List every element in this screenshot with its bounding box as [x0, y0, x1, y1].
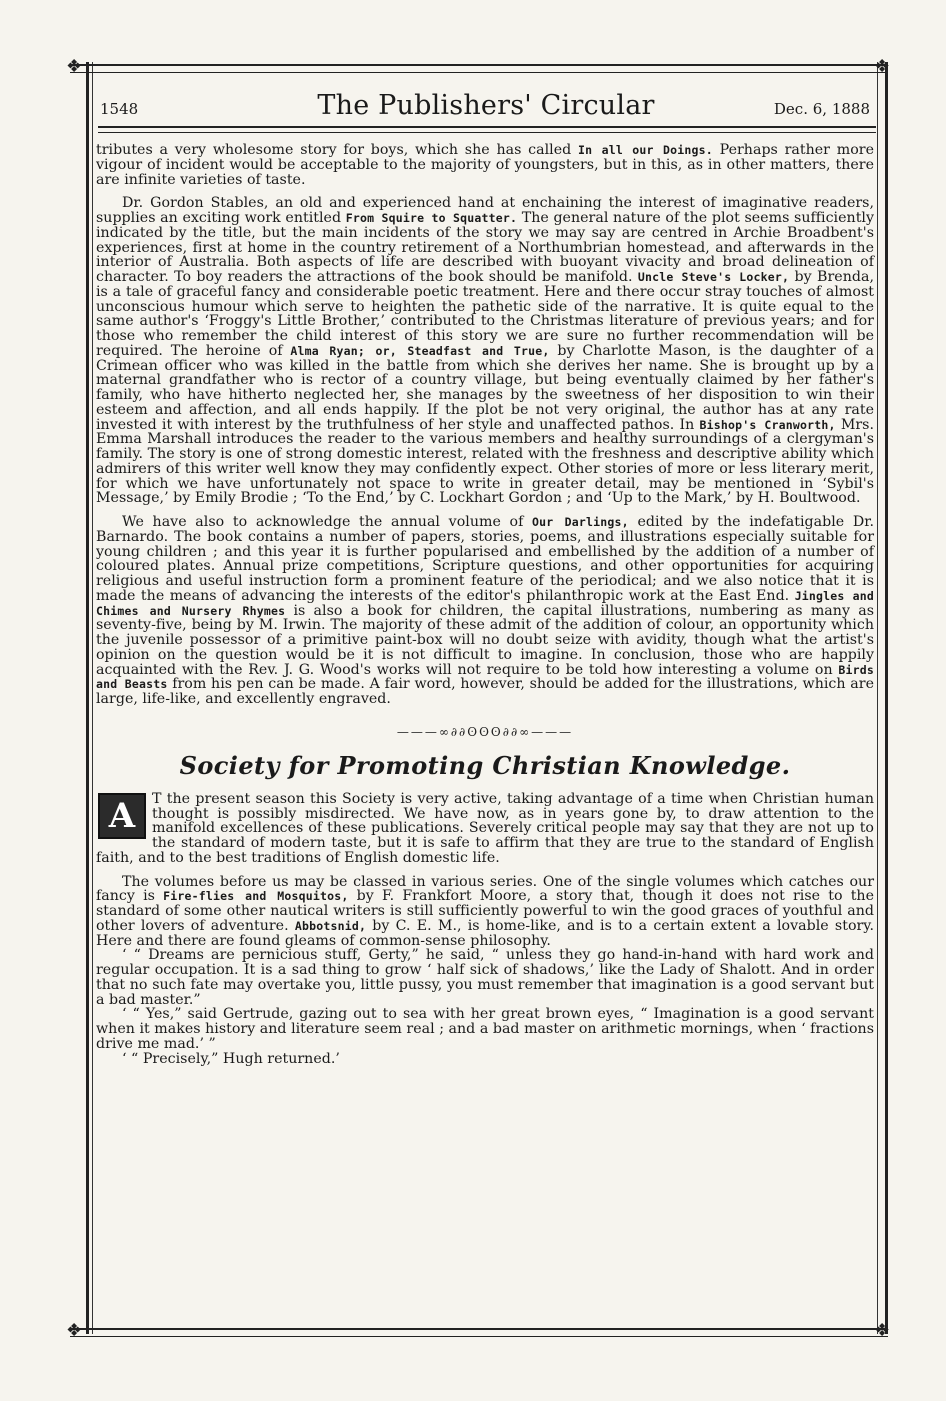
text-run: Perhaps rather more vigour of incident would be acceptable to the majority of youngsters, but in this, as in other matters, there are infinite varieties of taste.: [96, 142, 874, 188]
book-title: Birds and Beasts: [96, 662, 874, 692]
book-title: Alma Ryan; or, Steadfast and True,: [290, 343, 550, 358]
drop-cap: A: [98, 793, 146, 839]
paragraph: [96, 196, 874, 506]
section-divider-ornament: ———∞∂∂ʘʘʘ∂∂∞———: [396, 724, 574, 739]
corner-ornament-icon: ❖: [874, 56, 891, 77]
top-border-rule: [70, 64, 888, 73]
paragraph: [96, 143, 874, 187]
article-body: [96, 143, 874, 1066]
book-title: Fire-flies and Mosquitos,: [163, 889, 349, 904]
book-title: From Squire to Squatter.: [345, 211, 518, 225]
text-run: by F. Frankfort Moore, a story that, though it does not rise to the standard of some other nautical writers is still sufficiently powerful to win the good graces of youthful and other lovers of adventure.: [96, 888, 874, 934]
text-run: by Charlotte Mason, is the daughter of a Crimean officer who was killed in the battle from which she derives her name. She is brought up by a maternal grandfather who is rector of a country village, but being eventually claimed by her father's family, who have hitherto neglected her, she manages by the sweetness of her disposition to win their esteem and affection, and all ends happily. If the plot be not very original, the author has at any rate invested it with interest by the truthfulness of her style and unaffected pathos. In: [96, 342, 874, 433]
quoted-paragraph: ‘ “ Dreams are pernicious stuff, Gerty,” he said, “ unless they go hand-in-hand with hard work and regular occupation. It is a sad thing to grow ‘ half sick of shadows,’ like the Lady of Shalott. And in order that no such fate may overtake you, little pussy, you must remember that imagination is a good servant but a bad master.”: [96, 947, 874, 1008]
section-heading: Society for Promoting Christian Knowledge.: [179, 750, 791, 780]
text-run: The general nature of the plot seems sufficiently indicated by the title, but the main incidents of the story we may say are centred in Archie Broadbent's experiences, first at home in the country retirement of a Northumbrian homestead, and afterwards in the interior of Australia. Both aspects of life are described with buoyant vivacity and broad delineation of character. To boy readers the attractions of the book should be manifold.: [96, 210, 875, 285]
book-title: Jingles and Chimes and Nursery Rhymes: [96, 588, 874, 618]
issue-date: Dec. 6, 1888: [773, 100, 870, 118]
paragraph: [96, 875, 874, 949]
book-title: Abbotsnid,: [294, 918, 367, 933]
corner-ornament-icon: ❖: [874, 1320, 891, 1341]
header-rule: [98, 126, 876, 133]
book-title: Bishop's Cranworth,: [699, 417, 836, 432]
text-run: Dr. Gordon Stables, an old and experienced hand at enchaining the interest of imaginative readers, supplies an exciting work entitled: [96, 195, 874, 226]
text-run: by Brenda, is a tale of graceful fancy and considerable poetic treatment. Here and there occur stray touches of almost unconscious humour which serve to heighten the pathetic side of the narrative. It is quite equal to the same author's ‘Froggy's Little Brother,’ contributed to the Christmas literature of previous years; and for those who remember the child interest of this story we are sure no further recommendation will be required. The heroine of: [96, 269, 874, 359]
text-run: is also a book for children, the capital illustrations, numbering as many as seventy-five, being by M. Irwin. The majority of these admit of the addition of colour, an opportunity which the juvenile possessor of a primitive paint-box will no doubt seize with avidity, though what the artist's opinion on the question would be it is not difficult to imagine. In conclusion, those who are happily acquainted with the Rev. J. G. Wood's works will not require to be told how interesting a volume on: [96, 602, 874, 678]
text-run: Mrs. Emma Marshall introduces the reader to the various members and healthy surroundings of a clergyman's family. The story is one of strong domestic interest, related with the freshness and descriptive ability which admirers of this writer well know they may confidently expect. Other stories of more or less literary merit, for which we have unfortunately not space to write in greater detail, may be mentioned in ‘Sybil's Message,’ by Emily Brodie ; ‘To the End,’ by C. Lockhart Gordon ; and ‘Up to the Mark,’ by H. Boultwood.: [96, 416, 874, 507]
paragraph: [96, 792, 874, 866]
journal-title: The Publishers' Circular: [317, 90, 655, 121]
quoted-paragraph: ‘ “ Precisely,” Hugh returned.’: [122, 1050, 340, 1067]
quoted-paragraph: ‘ “ Yes,” said Gertrude, gazing out to sea with her great brown eyes, “ Imagination is a good servant when it makes history and literature seem real ; and a bad master on arithmetic mornings, when ‘ fractions drive me mad.’ ”: [96, 1006, 874, 1052]
book-title: In all our Doings.: [577, 143, 713, 157]
corner-ornament-icon: ❖: [66, 56, 83, 77]
text-run: from his pen can be made. A fair word, however, should be added for the illustrations, which are large, life-like, and excellently engraved.: [96, 676, 874, 707]
book-title: Our Darlings,: [532, 515, 629, 529]
text-run: by C. E. M., is home-like, and is to a certain extent a lovable story. Here and there are found gleams of common-sense philosophy.: [96, 917, 874, 949]
text-run: The volumes before us may be classed in various series. One of the single volumes which catches our fancy is: [96, 873, 874, 905]
paragraph: [96, 515, 874, 707]
text-run: edited by the indefatigable Dr. Barnardo. The book contains a number of papers, stories, poems, and illustrations especially suitable for young children ; and this year it is further popularised and embellished by the addition of a number of coloured plates. Annual prize competitions, Scripture questions, and other opportunities for acquiring religious and useful instruction form a prominent feature of the periodical; and we also notice that it is made the means of advancing the interests of the editor's philanthropic work at the East End.: [96, 514, 875, 604]
page-number: 1548: [100, 100, 139, 118]
page-header: [98, 88, 874, 120]
text-run: tributes a very wholesome story for boys, which she has called: [96, 142, 578, 158]
bottom-border-rule: [70, 1328, 888, 1337]
corner-ornament-icon: ❖: [66, 1320, 83, 1341]
text-run: We have also to acknowledge the annual volume of: [122, 514, 533, 530]
book-title: Uncle Steve's Locker,: [637, 270, 790, 284]
text-run: T the present season this Society is very active, taking advantage of a time when Christian human thought is possibly misdirected. We have now, as in years gone by, to draw attention to the manifold excellences of these publications. Severely critical people may say that they are not up to the standard of modern taste, but it is safe to affirm that they are true to the standard of English faith, and to the best traditions of English domestic life.: [96, 790, 874, 866]
